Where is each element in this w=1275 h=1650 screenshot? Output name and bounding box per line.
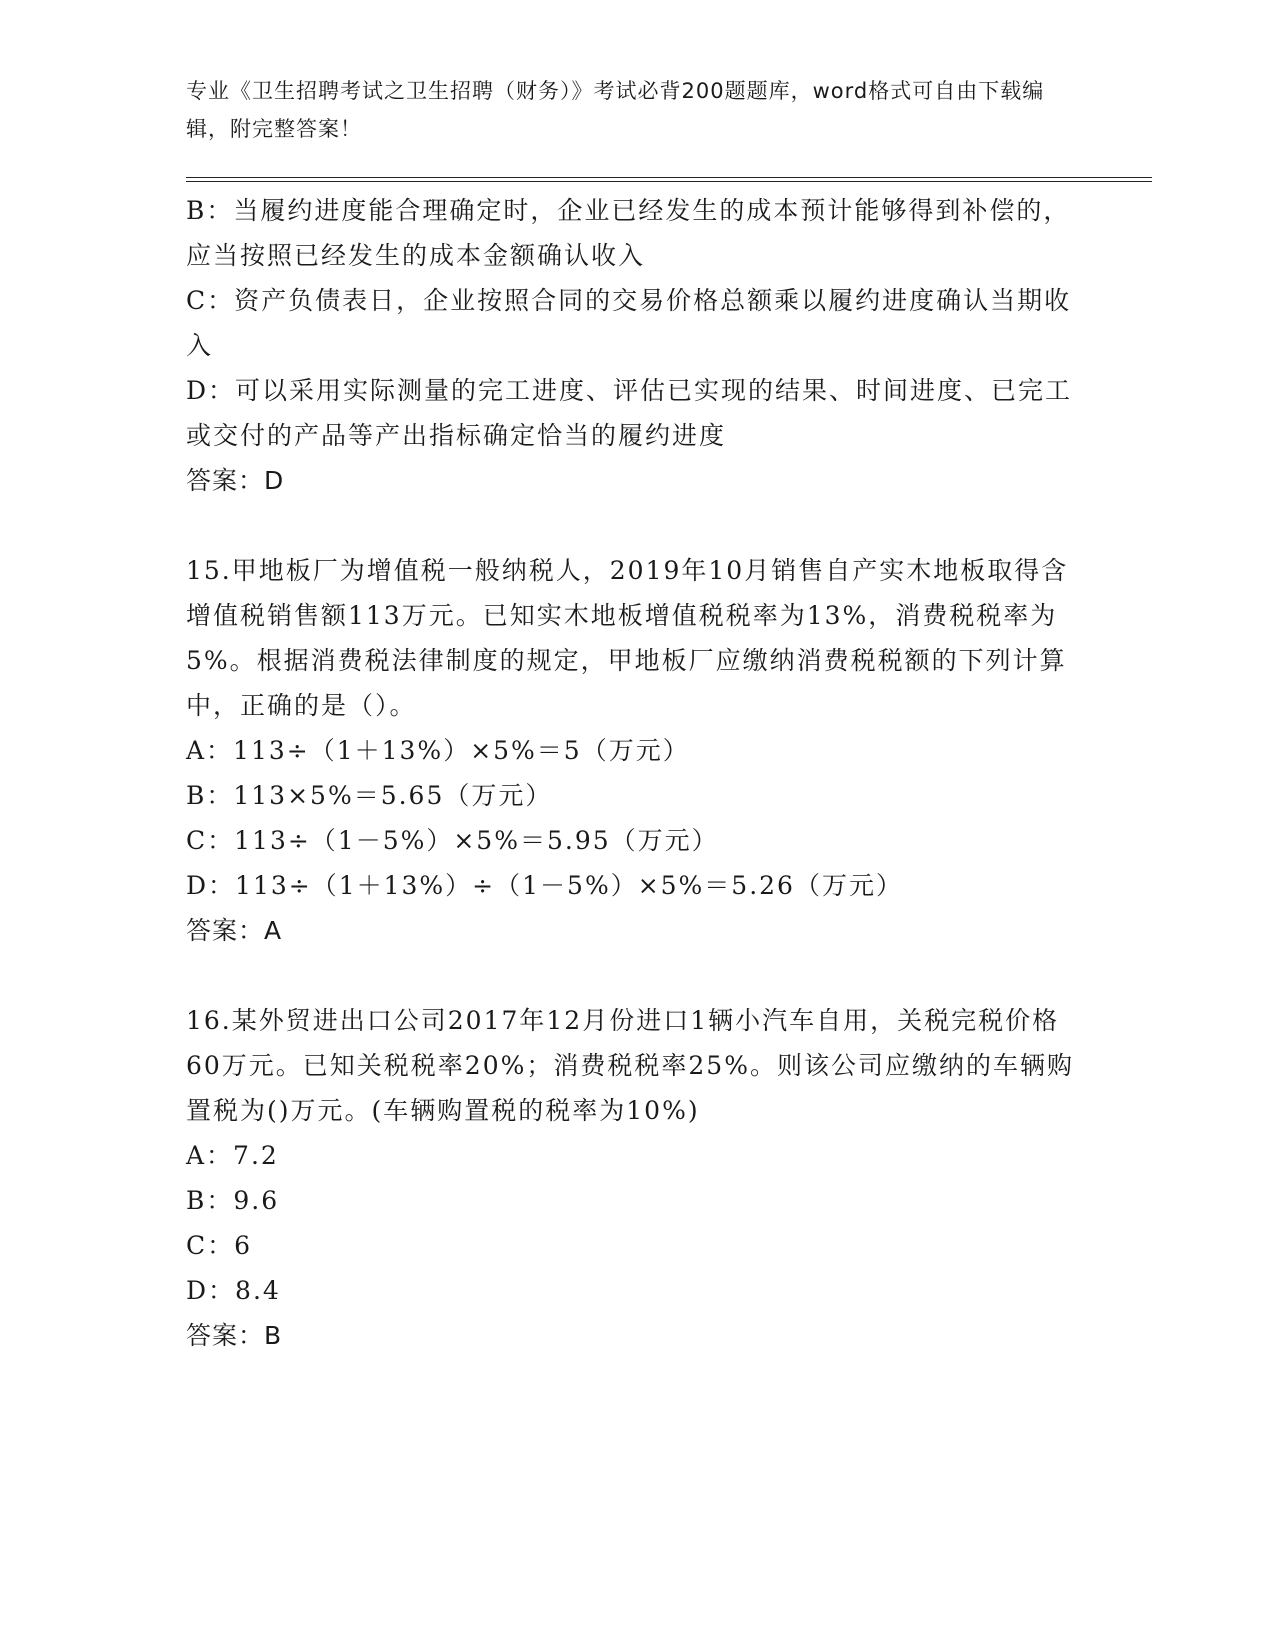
q15-option-a: A：113÷（1＋13%）×5%＝5（万元） [186,736,690,765]
document-header: 专业《卫生招聘考试之卫生招聘（财务）》考试必背200题题库，word格式可自由下载编辑，附完整答案！ [186,79,1045,141]
q16-option-d: D：8.4 [186,1276,281,1305]
spacer [186,503,1076,548]
q15-option-b: B：113×5%＝5.65（万元） [186,781,553,810]
q16-stem: 16.某外贸进出口公司2017年12月份进口1辆小汽车自用，关税完税价格60万元。已知关税税率20%；消费税税率25%。则该公司应缴纳的车辆购置税为()万元。(车辆购置税的税率为10%) [186,1006,1074,1125]
q16-answer: 答案：B [186,1321,283,1350]
q16-option-c: C：6 [186,1231,253,1260]
q15-answer: 答案：A [186,916,283,945]
spacer [186,953,1076,998]
header-double-rule [186,177,1152,182]
q15-stem: 15.甲地板厂为增值税一般纳税人，2019年10月销售自产实木地板取得含增值税销售额113万元。已知实木地板增值税税率为13%，消费税税率为5%。根据消费税法律制度的规定，甲地板厂应缴纳消费税税额的下列计算中，正确的是（）。 [186,556,1069,720]
prev-answer: 答案：D [186,466,285,495]
q16-option-b: B：9.6 [186,1186,280,1215]
prev-option-d: D：可以采用实际测量的完工进度、评估已实现的结果、时间进度、已完工或交付的产品等产出指标确定恰当的履约进度 [186,376,1073,450]
prev-option-c: C：资产负债表日，企业按照合同的交易价格总额乘以履约进度确认当期收入 [186,286,1072,360]
q15-option-c: C：113÷（1－5%）×5%＝5.95（万元） [186,826,719,855]
q15-option-d: D：113÷（1＋13%）÷（1－5%）×5%＝5.26（万元） [186,871,903,900]
question-content [186,188,1076,1358]
q16-option-a: A：7.2 [186,1141,279,1170]
prev-option-b: B：当履约进度能合理确定时，企业已经发生的成本预计能够得到补偿的，应当按照已经发生的成本金额确认收入 [186,196,1071,270]
